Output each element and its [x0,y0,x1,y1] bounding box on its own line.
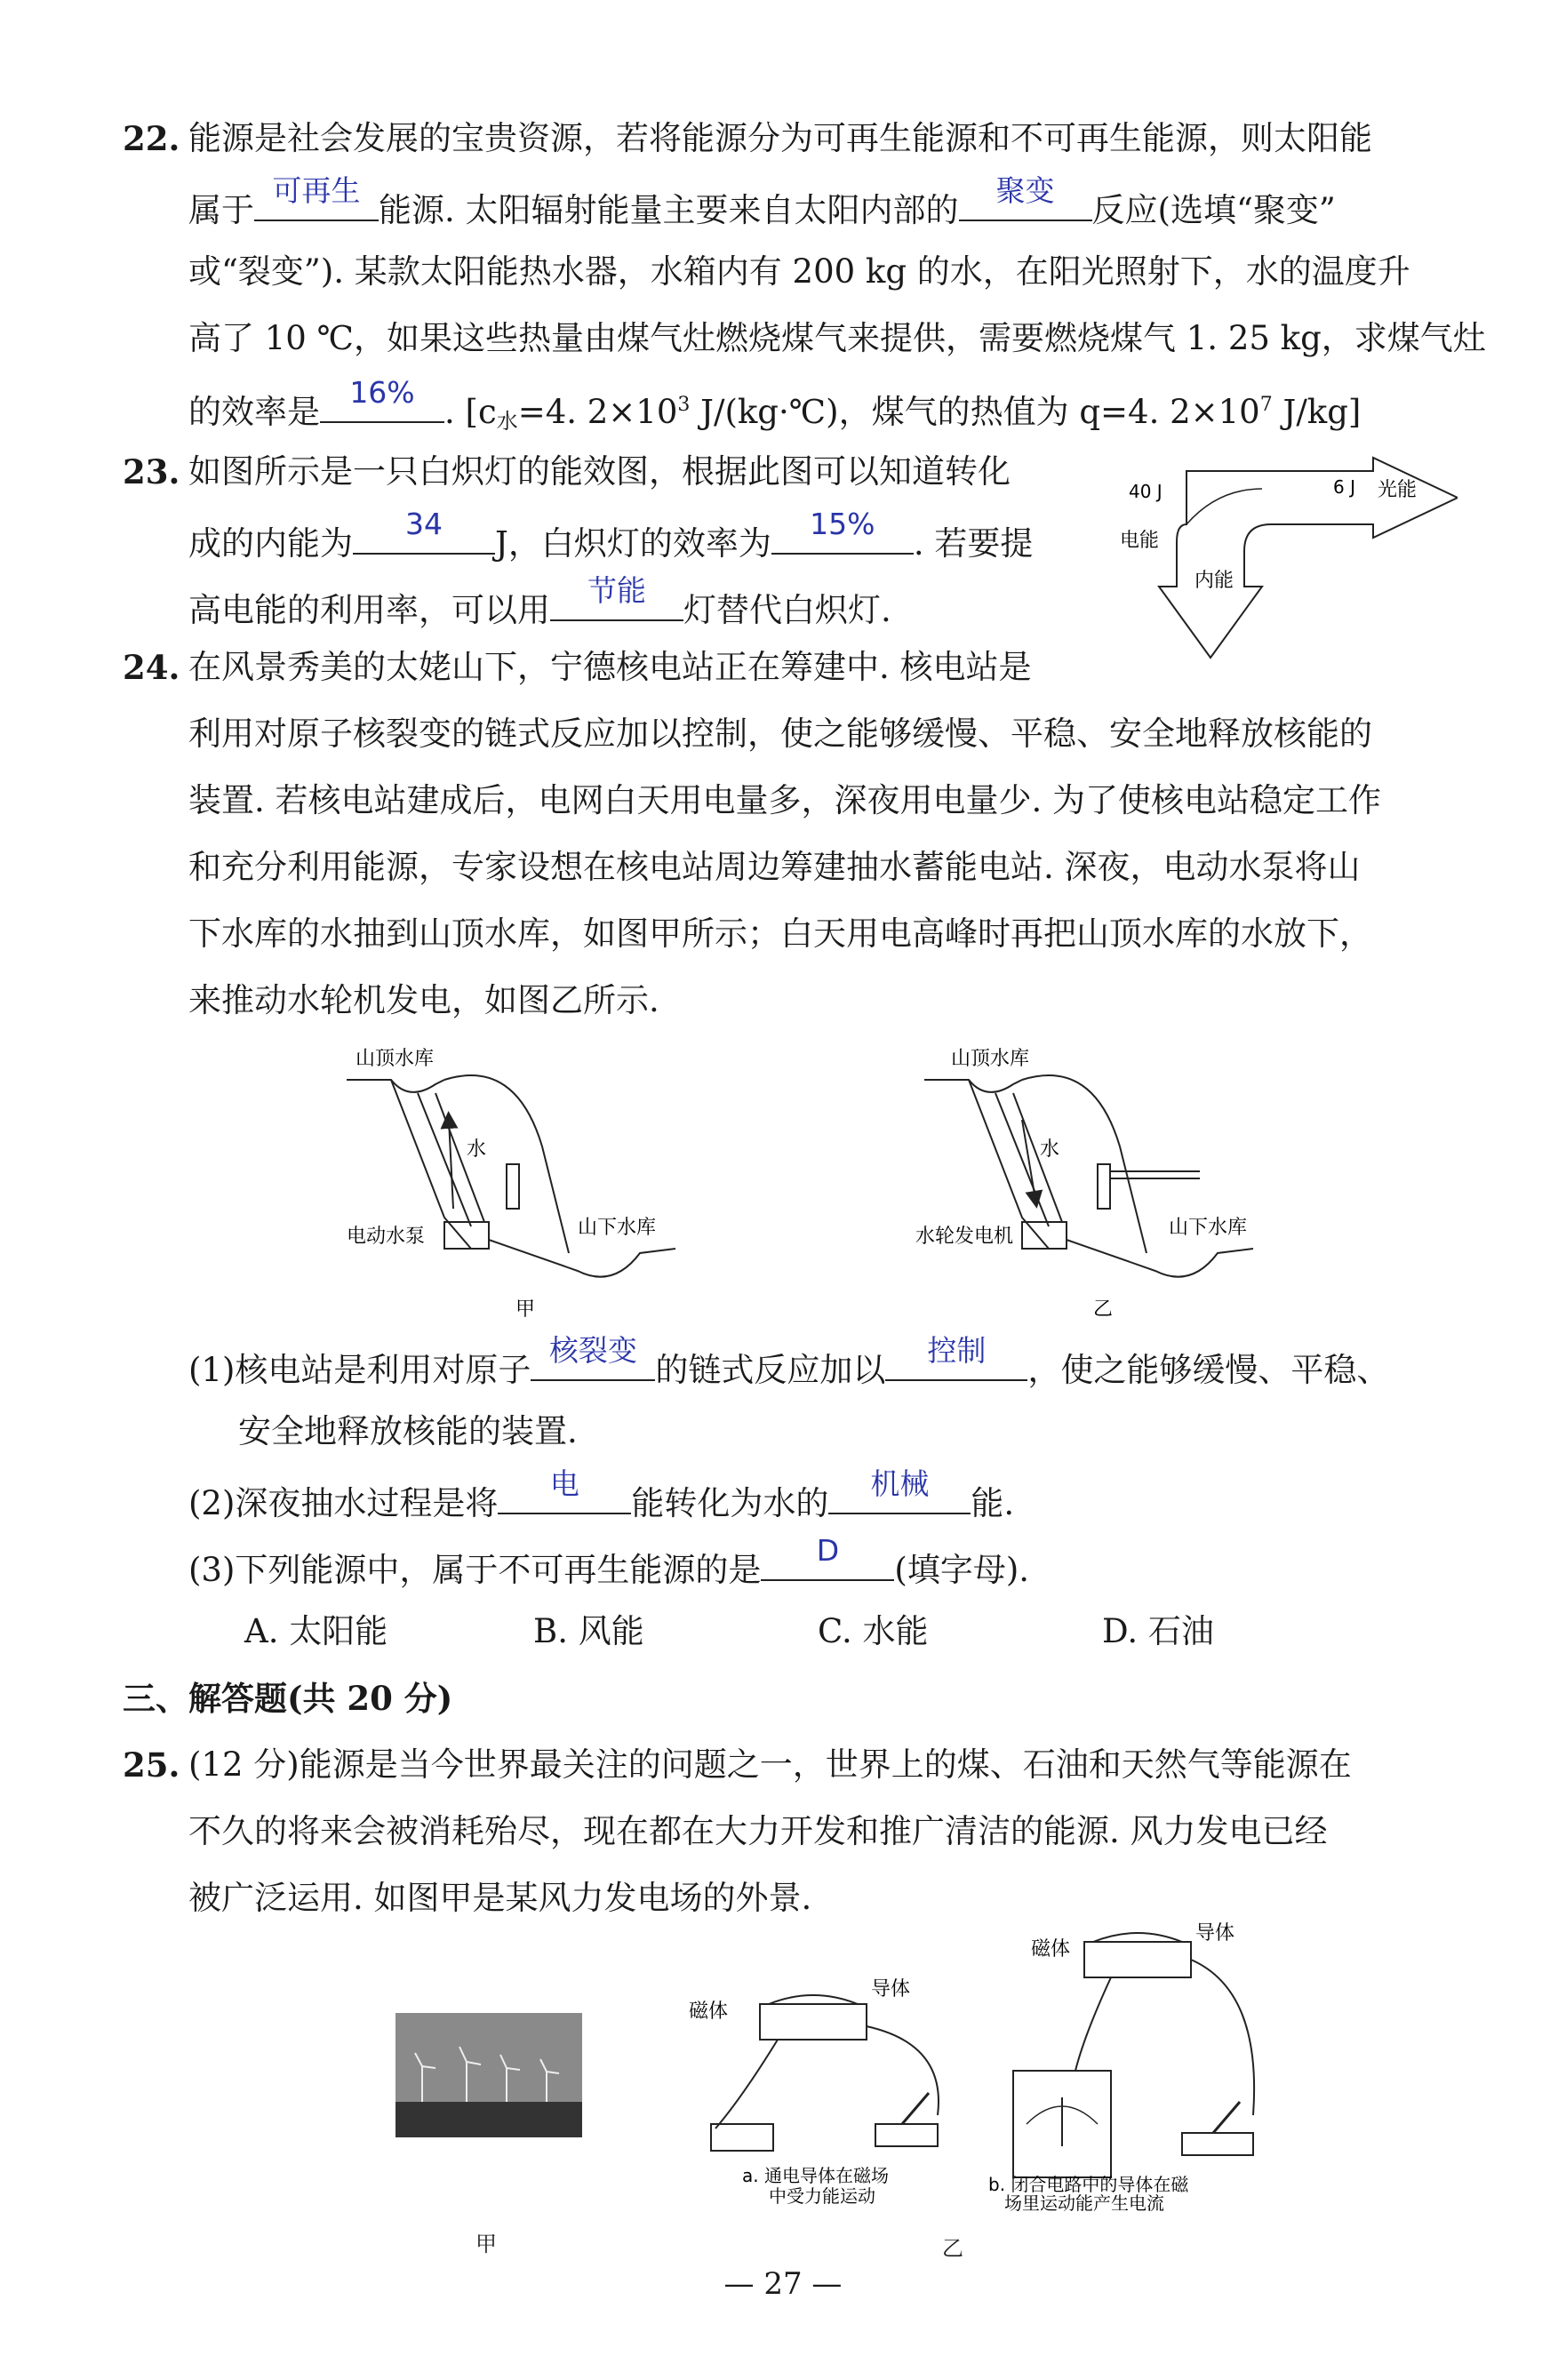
magnet-label: 磁体 [689,2001,729,2023]
experiment-a-caption: a. 通电导体在磁场 [742,2165,889,2186]
q22-subscript: 水 [496,409,518,434]
q22-blank2 [959,173,1092,221]
magnet [760,2004,867,2040]
q23-answer1: 34 [405,507,443,541]
q22-answer2: 聚变 [995,173,1055,208]
q24-text: 的链式反应加以 [655,1351,886,1389]
q22-line2 [188,173,1459,236]
arrow-curve [1186,489,1262,524]
q22-text: =4. 2×10 [517,393,678,431]
q23-blank1 [353,507,495,555]
wire [867,2026,939,2115]
magnet [1084,1942,1191,1977]
q24-line6: 来推动水轮机发电，如图乙所示. [188,981,659,1019]
option-b: B. 风能 [533,1612,644,1650]
lower-reservoir-label: 山下水库 [578,1217,657,1239]
q25-number: 25. [123,1745,180,1785]
q22-blank3 [320,375,444,423]
q23-text: . 若要提 [913,524,1034,563]
q24-text: (填字母). [894,1551,1030,1589]
lower-reservoir [1067,1240,1253,1277]
switch [1182,2133,1253,2155]
page-number: — 27 — [723,2266,843,2302]
power-tower [507,1164,519,1209]
q24-part1-cont: 安全地释放核能的装置. [238,1412,578,1450]
q24-blank2 [885,1333,1027,1381]
q24-answer4: 机械 [870,1466,930,1501]
q22-superscript: 7 [1259,394,1273,416]
q24-line2: 利用对原子核裂变的链式反应加以控制，使之能够缓慢、平稳、安全地释放核能的 [188,715,1372,753]
q24-blank3 [498,1466,631,1514]
q22-text: 反应(选填“聚变” [1091,191,1336,229]
battery [711,2124,773,2151]
q24-line4: 和充分利用能源，专家设想在核电站周边筹建抽水蓄能电站. 深夜，电动水泵将山 [188,848,1361,886]
q23-text: 高电能的利用率，可以用 [188,591,550,629]
q22-text: . [c [444,393,497,431]
q22-line3: 或“裂变”). 某款太阳能热水器，水箱内有 200 kg 的水，在阳光照射下，水的温度升 [188,252,1410,291]
power-tower [1098,1164,1110,1209]
q23-line1: 如图所示是一只白炽灯的能效图，根据此图可以知道转化 [188,452,1011,491]
q24-text: 能转化为水的 [631,1484,829,1522]
generator-experiment-b [987,1920,1280,2213]
input-energy-label: 电能 [1120,530,1160,552]
conductor-label: 导体 [871,1978,911,2001]
figure-caption-yi: 乙 [1093,1298,1114,1321]
q24-line3: 装置. 若核电站建成后，电网白天用电量多，深夜用电量少. 为了使核电站稳定工作 [188,781,1382,819]
lower-reservoir-label: 山下水库 [1169,1217,1248,1239]
q22-superscript: 3 [677,394,691,416]
figure-caption-jia: 甲 [515,1298,536,1321]
q24-answer2: 控制 [927,1333,987,1368]
experiment-b-caption: 场里运动能产生电流 [1004,2192,1164,2213]
experiment-b-caption: b. 闭合电路中的导体在磁 [988,2174,1189,2195]
upper-reservoir-label: 山顶水库 [356,1048,435,1070]
q24-answer3: 电 [549,1466,579,1501]
q22-text: 的效率是 [188,393,320,431]
energy-flow-diagram [1120,453,1458,667]
wire [1075,1977,1111,2071]
q23-text: J，白炽灯的效率为 [495,524,771,563]
hill-slope [969,1080,1049,1249]
generator-label: 水轮发电机 [915,1226,1014,1248]
motor-experiment-a [689,1973,973,2204]
option-d: D. 石油 [1102,1612,1214,1650]
q25-line1: (12 分)能源是当今世界最关注的问题之一，世界上的煤、石油和天然气等能源在 [188,1745,1352,1784]
q23-text: 成的内能为 [188,524,353,563]
water-label: 水 [467,1138,487,1161]
input-energy-value: 40 J [1129,481,1163,502]
power-line [1110,1171,1200,1178]
q24-text: 能. [971,1484,1015,1522]
pump-storage-diagram-left [338,1040,729,1324]
q24-part3 [188,1533,1459,1595]
wire [1191,1960,1254,2115]
q22-text: 属于 [188,191,254,229]
pump-storage-diagram-right [915,1040,1306,1324]
q22-line4: 高了 10 ℃，如果这些热量由煤气灶燃烧煤气来提供，需要燃烧煤气 1. 25 kg，求煤气灶 [188,319,1486,357]
q24-text: (1)核电站是利用对原子 [188,1351,531,1389]
q23-blank3 [550,573,683,621]
wind-farm-photo [395,2013,582,2137]
q24-text: (3)下列能源中，属于不可再生能源的是 [188,1551,762,1589]
q24-blank5 [761,1533,894,1581]
q22-text: J/kg] [1272,393,1362,431]
pump-label: 电动水泵 [347,1226,426,1248]
q23-blank2 [771,507,914,555]
q24-answer5: D [816,1533,840,1568]
q24-text: (2)深夜抽水过程是将 [188,1484,499,1522]
q24-blank1 [531,1333,655,1381]
light-energy-label: 光能 [1378,479,1418,501]
switch [875,2124,938,2146]
q24-part2 [188,1466,1459,1529]
q22-answer3: 16% [349,375,415,410]
q24-blank4 [828,1466,971,1514]
upper-reservoir-label: 山顶水库 [951,1048,1030,1070]
q22-line5 [188,375,1459,446]
light-energy-value: 6 J [1333,476,1355,498]
q22-line1: 能源是社会发展的宝贵资源，若将能源分为可再生能源和不可再生能源，则太阳能 [188,119,1372,157]
section-heading: 三、解答题(共 20 分) [123,1679,453,1718]
figure-caption-jia: 甲 [475,2232,497,2256]
experiment-a-caption: 中受力能运动 [769,2185,875,2204]
conductor-label: 导体 [1195,1922,1235,1945]
q24-part1 [188,1333,1459,1395]
water-label: 水 [1040,1138,1060,1161]
q23-answer2: 15% [810,507,875,541]
q24-line1: 在风景秀美的太姥山下，宁德核电站正在筹建中. 核电站是 [188,648,1032,686]
q22-text: 能源. 太阳辐射能量主要来自太阳内部的 [379,191,959,229]
lower-reservoir [489,1240,675,1277]
magnet-label: 磁体 [1031,1938,1071,1961]
internal-energy-label: 内能 [1194,570,1234,592]
q24-line5: 下水库的水抽到山顶水库，如图甲所示；白天用电高峰时再把山顶水库的水放下， [188,914,1372,953]
figure-caption-yi: 乙 [942,2236,963,2261]
wire [715,2040,778,2128]
q22-text: J/(kg·℃)，煤气的热值为 q=4. 2×10 [690,393,1260,431]
option-a: A. 太阳能 [244,1612,388,1650]
option-c: C. 水能 [818,1612,929,1650]
q23-answer3: 节能 [587,573,646,608]
hill-slope [391,1080,471,1249]
q22-answer1: 可再生 [272,173,361,208]
q23-text: 灯替代白炽灯. [683,591,891,629]
q25-line2: 不久的将来会被消耗殆尽，现在都在大力开发和推广清洁的能源. 风力发电已经 [188,1812,1328,1850]
q24-answer1: 核裂变 [548,1333,637,1368]
q22-number: 22. [123,119,180,158]
q24-number: 24. [123,648,180,687]
q24-text: ，使之能够缓慢、平稳、 [1027,1351,1390,1389]
q23-number: 23. [123,452,180,491]
q22-blank1 [254,173,379,221]
q25-line3: 被广泛运用. 如图甲是某风力发电场的外景. [188,1879,812,1917]
